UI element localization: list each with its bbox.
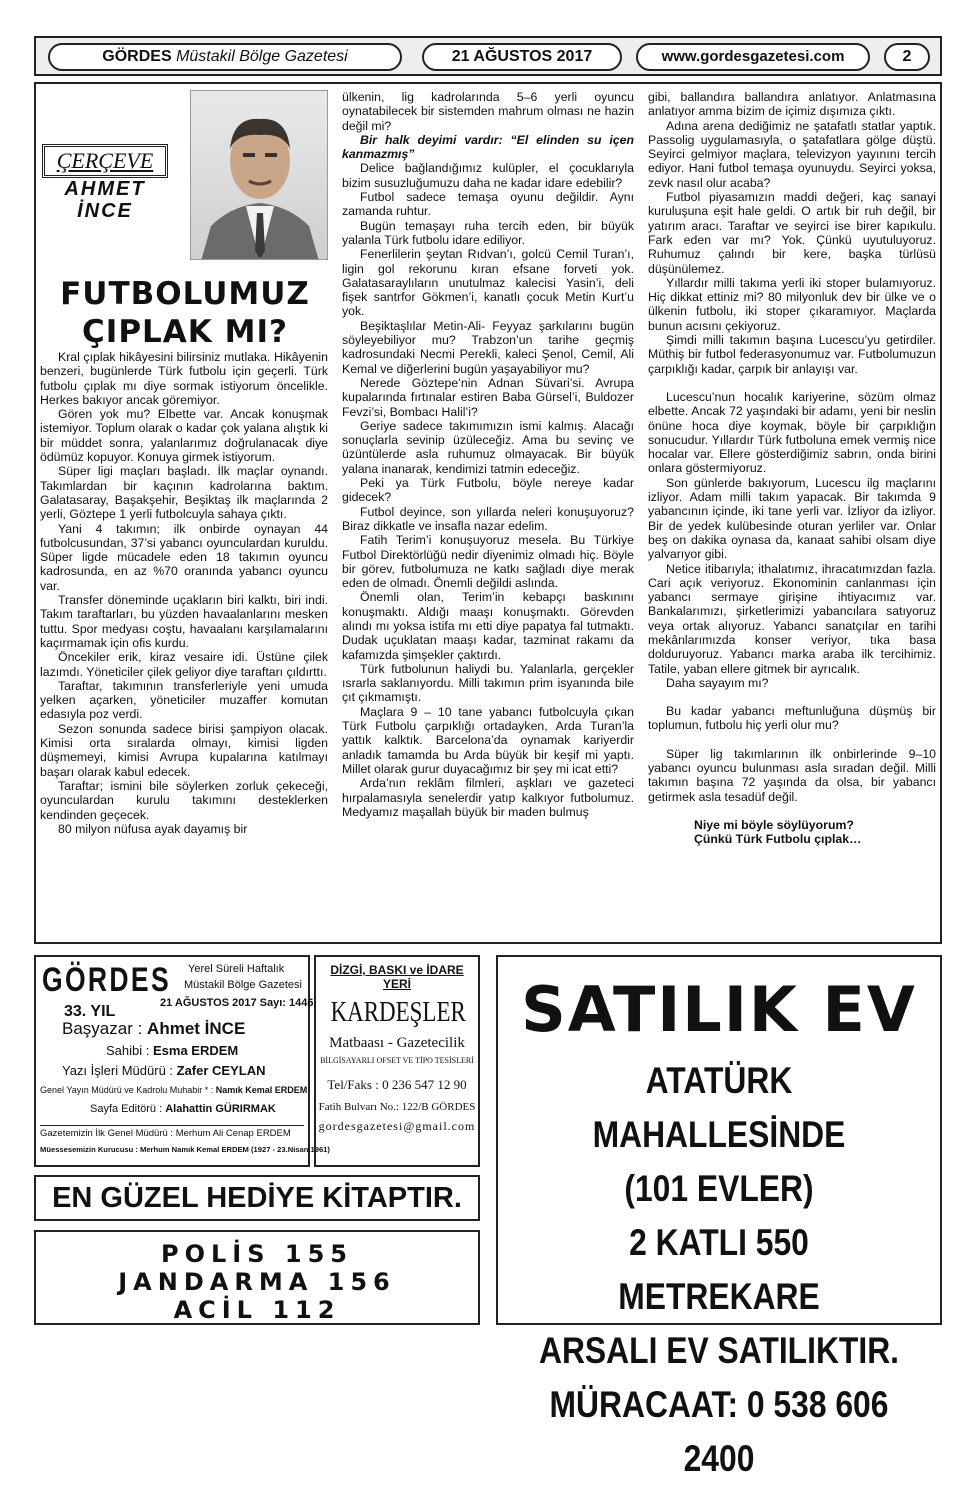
paragraph: 80 milyon nüfusa ayak dayamış bir: [58, 821, 248, 836]
page-number-pill: 2: [884, 43, 930, 71]
ad-line: 2 KATLI 550 METREKARE: [618, 1222, 820, 1317]
gendarmerie-number: JANDARMA 156: [118, 1268, 396, 1296]
headline-line-1: FUTBOLUMUZ: [60, 276, 310, 312]
emergency-number: ACİL 112: [173, 1296, 341, 1324]
paragraph: Bugün temaşayı ruha tercih eden, bir büyük yalanla Türk futbolu idare ediliyor.: [342, 218, 634, 247]
paper-subtitle: Müstakil Bölge Gazetesi: [176, 48, 348, 65]
paragraph: Netice itibarıyla; ithalatımız, ihracatımızdan fazla. Cari açık veriyoruz. Ekonominin canlanması için yabancı sermaye girişine ihtiyacımız var. Bankalarımızı, şirketlerimizi yabancılara satıyoruz veya ortak alıyoruz. Yabancı sanatçılar en tarihi mekânlarımızda konser veriyor, tıka basa dolduruyoruz. Yabancı marka araba ilk tercihimiz. Tatile, yaban ellere gitmek bir ayrıcalık.: [648, 561, 936, 676]
masthead-type-2: Müstakil Bölge Gazetesi: [184, 979, 302, 991]
gm-name: Namık Kemal ERDEM: [215, 1085, 308, 1095]
article-column-1: [40, 350, 328, 836]
owner-label: Sahibi :: [106, 1043, 153, 1058]
paragraph: Kral çıplak hikâyesini bilirsiniz mutlaka. Hikâyenin benzeri, bugünlerde Türk futbolu için geçerli. Türk futbolu çıplak mı diye sormak istiyorum öncelikle. Herkes bakıyor ancak göremiyor.: [40, 350, 328, 407]
paragraph: Son günlerde bakıyorum, Lucescu ilg maçlarını izliyor. Adam milli takım yapacak. Bir takımda 9 yabancının içinde, iki tane yerli var. İzliyor da izliyor. Bir de yedek kulübesinde oturan yerliler var. Onlar beş on dakika oynasa da, kanaat sahibi olsam diye yalvarıyor gibi.: [648, 475, 936, 562]
ad-line: (101 EVLER): [624, 1168, 814, 1209]
paragraph: Süper lig takımlarının ilk onbirlerinde 9–10 yabancı oyuncu bulunması asla sıradan değil. Milli takımın başına 72 yaşında da olsa, bir yabancı getirmek asla tesadüf değil.: [648, 746, 936, 804]
paragraph: Beşiktaşlılar Metin-Ali- Feyyaz şarkılarını bugün söyleyebiliyor mu? Trabzon’un tarihe geçmiş kadrosundaki Necmi Perekli, kaleci Şenol, Cemil, Ali Kemal ve diğerlerini bugün yaşayabiliyor mu?: [342, 318, 634, 376]
ad-title: SATILIK EV: [521, 973, 917, 1046]
gift-banner: EN GÜZEL HEDİYE KİTAPTIR.: [34, 1175, 480, 1221]
masthead-name: GÖRDES: [42, 961, 171, 999]
paragraph: Bu kadar yabancı meftunluğuna düşmüş bir toplumun, futbolu hiç yerli olur mu?: [648, 704, 936, 733]
paragraph: Taraftar, takımının transferleriyle yeni umuda yelken açarken, yöneticiler muzaffer komutan edasıyla poz verdi.: [40, 678, 328, 722]
masthead-issue: 21 AĞUSTOS 2017 Sayı: 1446: [160, 997, 314, 1009]
headline-line-2: ÇIPLAK MI?: [82, 314, 288, 350]
paragraph: Türk futbolunun haliydi bu. Yalanlarla, gerçekler ısrarla saklanıyordu. Milli takımın prim isyanında bile çıt çıkmamıştı.: [342, 661, 634, 705]
paragraph: Adına arena dediğimiz ne şatafatlı statlar yaptık. Passolig uygulamasıyla, o şatafatlara gölge düştü. Seyirci gelmiyor maçlara, televizyon yayınını tercih ediyor. Hani futbol temaşa oyunuydu. Seyirci yoksa, zevk nasıl olur acaba?: [648, 118, 936, 190]
paragraph: Şimdi milli takımın başına Lucescu’yu getirdiler. Müthiş bir futbol federasyonumuz var. Futbolumuzun çarpıklığı kadar, çarpık bir anlayışı var.: [648, 333, 936, 376]
first-gm: Gazetemizin İlk Genel Müdürü : Merhum Ali Cenap ERDEM: [40, 1125, 304, 1139]
ad-line: ARSALI EV SATILIKTIR.: [538, 1330, 900, 1371]
ad-line: ATATÜRK MAHALLESİNDE: [592, 1060, 846, 1155]
printer-address: Fatih Bulvarı No.: 122/B GÖRDES: [318, 1101, 476, 1113]
printer-name: KARDEŞLER: [330, 997, 466, 1028]
paragraph: Taraftar; ismini bile söylerken zorluk çekeceği, oyunculardan kurulu takımını desteklerken kendinden geçecek.: [40, 778, 328, 822]
website-pill[interactable]: www.gordesgazetesi.com: [636, 43, 870, 71]
paragraph: Öncekiler erik, kiraz vesaire idi. Üstüne çilek lazımdı. Yöneticiler çilek geliyor diye taraftarı çıldırttı.: [40, 650, 328, 679]
chief-writer-label: Başyazar :: [62, 1019, 148, 1038]
page-editor-name: Alahattin GÜRIRMAK: [165, 1103, 276, 1115]
paragraph: Futbol sadece temaşa oyunu değildir. Aynı zamanda ruhtur.: [342, 190, 634, 219]
paragraph: Sezon sonunda sadece birisi şampiyon olacak. Kimisi orta sıralarda olmayı, kimisi ligden düşmemeyi, kimisi Avrupa kupalarına katılmayı başarı olarak kabul edecek.: [40, 721, 328, 779]
house-for-sale-ad: [496, 955, 942, 1479]
masthead-box: [34, 955, 330, 1167]
masthead-type-1: Yerel Süreli Haftalık: [188, 963, 285, 975]
owner-name: Esma ERDEM: [152, 1043, 239, 1058]
editor: [62, 1063, 266, 1078]
paper-name: GÖRDES: [102, 48, 172, 65]
printer-email[interactable]: gordesgazetesi@gmail.com: [318, 1119, 476, 1133]
paragraph: Geriye sadece takımımızın ismi kalmış. Alacağı sonuçlarla sevinip üzüleceğiz. Ama bu sevinç ve üzüntülerde asla ruhumuz olmayacak. Bir büyük yalana inanarak, kendimizi tatmin edeceğiz.: [342, 418, 634, 476]
closing-question: Niye mi böyle söylüyorum?: [694, 817, 854, 832]
paragraph: Gören yok mu? Elbette var. Ancak konuşmak istemiyor. Toplum olarak o kadar çok yalana alıştık ki bir müddet sonra, yalanlarımız doğrulanacak diye ödümüz kopuyor. Konuya girmek istiyorum.: [40, 407, 328, 465]
paragraph: Süper ligi maçları başladı. İlk maçlar oynandı. Takımlardan bir kaçının kadrolarına baktım. Galatasaray, Başakşehir, Beşiktaş ilk maçlarında 2 yerli, Göztepe 1 yerli futbolcuyla sahaya çıktı.: [40, 464, 328, 522]
paragraph: Önemli olan, Terim’in kebapçı baskınını konuşmaktı. Aldığı maaşı konuşmaktı. Görevden alındı mı yoksa istifa mı etti diye papatya fal tutmaktı. Dudak uçuklatan maaşı kadar, tazminat rakamı da kafamızda şimşekler çaktırdı.: [342, 590, 634, 662]
paragraph: Futbol deyince, son yıllarda neleri konuşuyoruz? Biraz dikkatle ve insafla nazar edelim.: [342, 504, 634, 533]
article-column-3: [648, 90, 936, 847]
paragraph: ülkenin, lig kadrolarında 5–6 yerli oyuncu oynatabilecek bir sistemden mahrum olması ne hazin değil mi?: [342, 90, 634, 133]
general-manager: [40, 1085, 307, 1095]
column-name: ÇERÇEVE: [42, 144, 168, 178]
emergency-numbers: [34, 1230, 480, 1325]
printer-phone: Tel/Faks : 0 236 547 12 90: [327, 1077, 467, 1092]
paragraph: Fatih Terim’i konuşuyoruz mesela. Bu Türkiye Futbol Direktörlüğü nedir diyenimiz olmadı hiç. Böyle bir görev, futbolumuza ne katkı sağladı diye merak eden de olmadı. Önemli değildi aslında.: [342, 533, 634, 591]
closing-answer: Çünkü Türk Futbolu çıplak…: [694, 832, 862, 847]
chief-writer: [62, 1019, 245, 1039]
owner: [106, 1043, 238, 1058]
page-header: [34, 36, 942, 76]
paragraph: Arda’nın reklâm filmleri, aşkları ve gazeteci hırpalamasıyla senelerdir yatıp kalkıyor futbolumuz. Medyamız maşallah büyük bir maden bulmuş: [342, 776, 634, 819]
chief-writer-name: Ahmet İNCE: [147, 1019, 246, 1038]
paper-title-pill: [48, 43, 402, 71]
police-number: POLİS 155: [161, 1240, 353, 1268]
printer-facilities: BİLGİSAYARLI OFSET VE TİPO TESİSLERİ: [320, 1056, 474, 1065]
article-headline: [40, 275, 330, 351]
paragraph: Maçlara 9 – 10 tane yabancı futbolcuyla çıkan Türk Futbolu çarpıklığı ortadayken, Arda Turan’la yattık kalktık. Barcelona’da oynamak kariyerdir anladık tamamda bu Arda büyük bir keşif mi yaptı. Millet olarak gurur duyacağımız bir şey mi icat etti?: [342, 704, 634, 776]
printer-title: DİZGİ, BASKI ve İDARE YERİ: [330, 963, 464, 991]
printer-box: [314, 955, 480, 1167]
paragraph: Yani 4 takımın; ilk onbirde oynayan 44 futbolcusundan, 37’si yabancı oyunculardan kuruldu. Süper ligde mücadele eden 18 takımın oyuncu kadrosunda, en az %70 oranında yabancı oyuncu var.: [40, 521, 328, 593]
author-photo: [190, 90, 328, 260]
founder: Müessesemizin Kurucusu : Merhum Namık Kemal ERDEM (1927 - 23.Nisan.1961): [40, 1145, 330, 1154]
paragraph: Lucescu’nun hocalık kariyerine, sözüm olmaz elbette. Ancak 72 yaşındaki bir adamı, yeni bir neslin önüne hoca diye koymak, böyle bir çarpıklığın sonucudur. Yıllardır Türk futboluna emek vermiş nice hocalar var. Ellere gösterdiğimiz sabrın, onda birini onlara göstermiyoruz.: [648, 389, 936, 476]
gm-label: Genel Yayın Müdürü ve Kadrolu Muhabir * :: [40, 1085, 216, 1095]
article-column-2: [342, 90, 634, 819]
paragraph: Bir halk deyimi vardır: “El elinden su içen kanmazmış”: [342, 132, 634, 162]
paragraph: Nerede Göztepe’nin Adnan Süvari’si. Avrupa kupalarında fırtınalar estiren Baba Gürsel’i, Buldozer Fevzi’si, Bombacı Halil’i?: [342, 375, 634, 419]
paragraph: Futbol piyasamızın maddi değeri, kaç sanayi kuruluşuna eşit hale geldi. O artık bir ruh değil, bir yatırım aracı. Taraftar ve seyirci ise birer kapıkulu. Fark eden var mı? Yok. Çünkü uyutuluyoruz. Ruhumuz çalındı bir kere, başka türlüsü düşünülemez.: [648, 190, 936, 276]
paragraph: Yıllardır milli takıma yerli iki stoper bulamıyoruz. Hiç dikkat ettiniz mi? 80 milyonluk dev bir ülke ve o ülkenin futbolu, iki stoper çıkaramıyor. Maçlarda bunun acısını çekiyoruz.: [648, 275, 936, 333]
date-pill: 21 AĞUSTOS 2017: [422, 43, 622, 71]
author-portrait-image: [191, 91, 328, 260]
author-first-name: AHMET: [64, 178, 146, 200]
paragraph: Fenerlilerin şeytan Rıdvan’ı, golcü Cemil Turan’ı, ligin gol rekorunu kıran efsane forveti yok. Galatasaraylıların unutulmaz kalecisi Yasin’i, deli fişek santrfor Gökmen’i, kanatlı çocuk Metin Kurt’u yok.: [342, 247, 634, 319]
paragraph: Transfer döneminde uçakların biri kalktı, biri indi. Takım taraftarları, bu yüzden havaalanlarını mesken tuttu. Spor medyası coştu, havaalanı karşılamalarını kaçırmamak için ofis kurdu.: [40, 593, 328, 650]
paragraph: Peki ya Türk Futbolu, böyle nereye kadar gidecek?: [342, 476, 634, 505]
ad-contact: MÜRACAAT: 0 538 606 2400: [549, 1384, 889, 1479]
editor-label: Yazı İşleri Müdürü :: [62, 1063, 177, 1078]
author-name: [40, 178, 170, 222]
editor-name: Zafer CEYLAN: [176, 1063, 266, 1078]
masthead-year: 33. YIL: [64, 1003, 116, 1020]
paragraph: Delice bağlandığımız kulüpler, el çocuklarıyla bizim susuzluğumuzu daha ne kadar idare edebilir?: [342, 161, 634, 190]
page-editor: [90, 1103, 276, 1115]
paragraph: gibi, ballandıra ballandıra anlatıyor. Anlatmasına anlatıyor amma bizim de içimiz dışımıza çıktı.: [648, 90, 936, 119]
author-last-name: İNCE: [77, 200, 133, 222]
page-editor-label: Sayfa Editörü :: [90, 1103, 166, 1115]
printer-subtitle: Matbaası - Gazetecilik: [329, 1035, 465, 1051]
paragraph: Daha sayayım mı?: [666, 675, 769, 690]
